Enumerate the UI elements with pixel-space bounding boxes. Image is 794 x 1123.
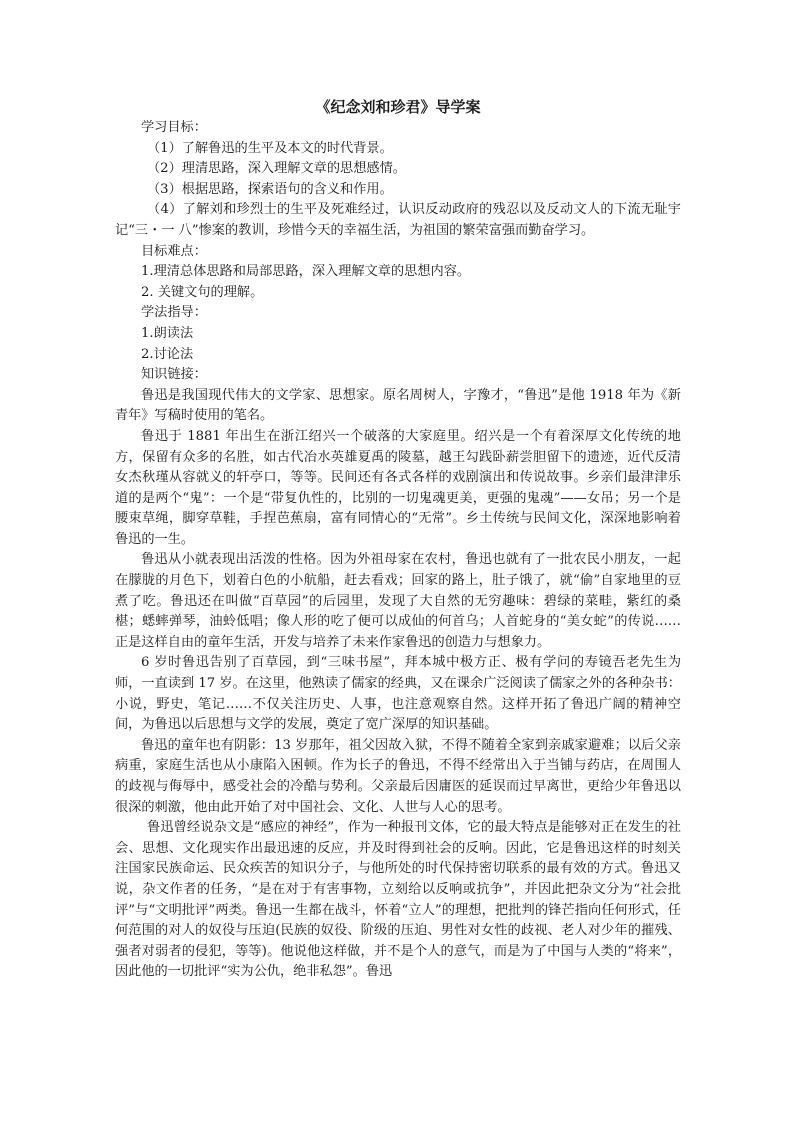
method-heading: 学法指导： <box>141 305 207 321</box>
document-page <box>115 96 681 983</box>
method-item: 1.朗读法 <box>141 325 194 341</box>
body-paragraph: 鲁迅于 1881 年出生在浙江绍兴一个破落的大家庭里。绍兴是一个有着深厚文化传统的地方，保留有众多的名胜，如古代冶水英雄夏禹的陵墓，越王勾践卧薪尝胆留下的遗迹，近代反清女杰秋瑾从容就义的轩亭口，等等。民间还有各式各样的戏剧演出和传说故事。乡亲们最津津乐道的是两个“鬼”：一个是“带复仇性的，比别的一切鬼魂更美，更强的鬼魂”——女吊；另一个是腰束草绳，脚穿草鞋，手捏芭蕉扇，富有同情心的“无常”。乡土传统与民间文化，深深地影响着鲁迅的一生。 <box>115 428 681 547</box>
goal-item: （4）了解刘和珍烈士的生平及死难经过，认识反动政府的残忍以及反动文人的下流无耻宇记“三・一 八”惨案的教训，珍惜今天的幸福生活，为祖国的繁荣富强而勤奋学习。 <box>115 202 681 238</box>
goals-heading: 学习目标： <box>141 120 207 135</box>
goal-item: （2）理清思路，深入理解文章的思想感情。 <box>147 161 406 177</box>
body-paragraph: 鲁迅是我国现代伟大的文学家、思想家。原名周树人，字豫才，“鲁迅”是他 1918 年为《新青年》写稿时使用的笔名。 <box>115 387 681 424</box>
difficulty-item: 1.理清总体思路和局部思路，深入理解文章的思想内容。 <box>141 264 471 280</box>
goal-item: （3）根据思路，探索语句的含义和作用。 <box>147 181 393 197</box>
difficulty-heading: 目标难点： <box>141 243 207 259</box>
body-paragraph: 6 岁时鲁迅告别了百草园，到“三味书屋”，拜本城中极方正、极有学问的寿镜吾老先生为师，一直读到 17 岁。在这里，他熟读了儒家的经典，又在课余广泛阅读了儒家之外的各种杂书：小说，野史，笔记……不仅关注历史、人事，也注意观察自然。这样开拓了鲁迅广阔的精神空间，为鲁迅以后思想与文学的发展，奠定了宽广深厚的知识基础。 <box>115 655 681 733</box>
knowledge-link-heading: 知识链接： <box>141 367 207 383</box>
body-paragraph: 鲁迅的童年也有阴影：13 岁那年，祖父因故入狱，不得不随着全家到亲戚家避难；以后父亲病重，家庭生活也从小康陷入困顿。作为长子的鲁迅，不得不经常出入于当铺与药店，在周围人的歧视与侮辱中，感受社会的冷酷与势利。父亲最后因庸医的延误而过早离世，更给少年鲁迅以很深的刺激，他由此开始了对中国社会、文化、人世与人心的思考。 <box>115 737 681 815</box>
method-item: 2.讨论法 <box>141 346 194 362</box>
body-paragraph: 鲁迅从小就表现出活泼的性格。因为外祖母家在农村，鲁迅也就有了一批农民小朋友，一起在朦胧的月色下，划着白色的小航船，赶去看戏；回家的路上，肚子饿了，就“偷”自家地里的豆煮了吃。鲁迅还在叫做“百草园”的后园里，发现了大自然的无穷趣味：碧绿的菜畦，紫红的桑椹；蟋蟀弹琴，油蛉低唱；像人形的吃了便可以成仙的何首乌；人首蛇身的“美女蛇”的传说……正是这样自由的童年生活，开发与培养了未来作家鲁迅的创造力与想象力。 <box>115 552 681 650</box>
body-paragraph: 鲁迅曾经说杂文是“感应的神经”，作为一种报刊文体，它的最大特点是能够对正在发生的社会、思想、文化现实作出最迅速的反应，并及时得到社会的反响。因此，它是鲁迅这样的时刻关注国家民族命运、民众疾苦的知识分子，与他所处的时代保持密切联系的最有效的方式。鲁迅又说，杂文作者的任务，“是在对于有害事物，立刻给以反响或抗争”，并因此把杂文分为“社会批评”与“文明批评”两类。鲁迅一生都在战斗，怀着“立人”的理想，把批判的锋芒指向任何形式，任何范围的对人的奴役与压迫(民族的奴役、阶级的压迫、男性对女性的歧视、老人对少年的摧残、强者对弱者的侵犯，等等)。他说他这样做，并不是个人的意气，而是为了中国与人类的“将来”，因此他的一切批评“实为公仇，绝非私怨”。鲁迅 <box>115 820 681 980</box>
difficulty-item: 2. 关键文句的理解。 <box>141 284 264 300</box>
goal-item: （1）了解鲁迅的生平及本文的时代背景。 <box>147 140 393 156</box>
document-title: 《纪念刘和珍君》导学案 <box>315 98 481 116</box>
